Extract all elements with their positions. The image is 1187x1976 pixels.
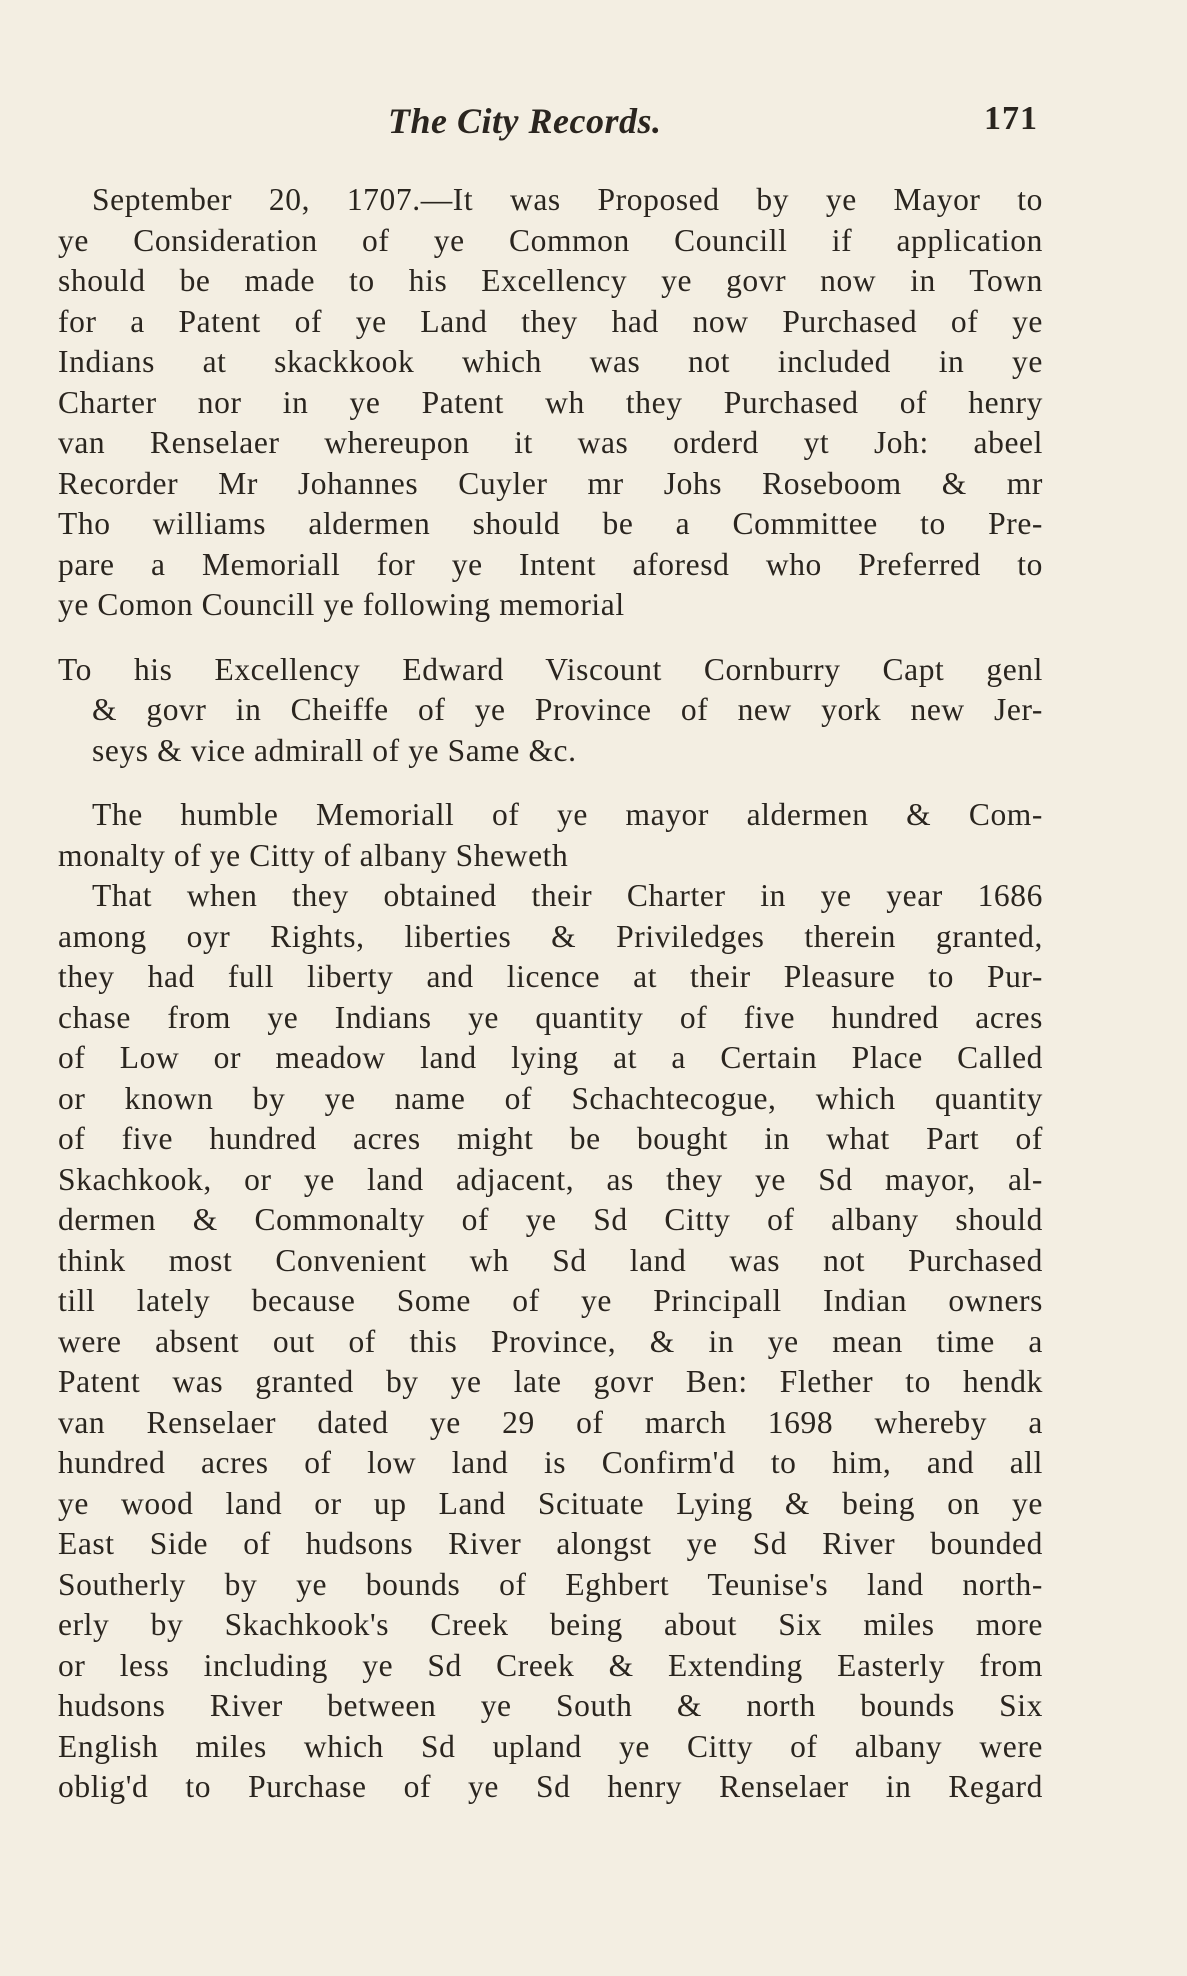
text-line: pare a Memoriall for ye Intent aforesd who Preferred to xyxy=(58,546,1043,582)
text-line: Charter nor in ye Patent wh they Purchased of henry xyxy=(58,384,1043,420)
text-line: van Renselaer dated ye 29 of march 1698 whereby a xyxy=(58,1404,1043,1440)
page-number: 171 xyxy=(984,100,1038,137)
text-line: To his Excellency Edward Viscount Cornburry Capt genl xyxy=(58,651,1043,687)
running-title: The City Records. xyxy=(388,101,662,141)
text-line: Patent was granted by ye late govr Ben: Flether to hendk xyxy=(58,1364,1043,1399)
text-line: seys & vice admirall of ye Same &c. xyxy=(92,732,577,768)
text-line: should be made to his Excellency ye govr now in Town xyxy=(58,263,1043,298)
text-line: oblig'd to Purchase of ye Sd henry Renselaer in Regard xyxy=(58,1769,1043,1804)
text-line: or less including ye Sd Creek & Extending Easterly from xyxy=(58,1647,1043,1683)
text-line: hundred acres of low land is Confirm'd to him, and all xyxy=(58,1445,1043,1480)
text-line: of five hundred acres might be bought in what Part of xyxy=(58,1121,1043,1156)
paragraph-proposal xyxy=(58,180,1043,626)
running-head xyxy=(58,100,1038,150)
text-line: Recorder Mr Johannes Cuyler mr Johs Roseboom & mr xyxy=(58,465,1043,501)
text-line: or known by ye name of Schachtecogue, which quantity xyxy=(58,1080,1043,1116)
text-line: of Low or meadow land lying at a Certain Place Called xyxy=(58,1040,1043,1075)
paragraph-gap xyxy=(58,626,1043,650)
text-line: & govr in Cheiffe of ye Province of new york new Jer- xyxy=(92,692,1043,727)
text-line: September 20, 1707.—It was Proposed by ye Mayor to xyxy=(92,182,1043,217)
text-line: Indians at skackkook which was not included in ye xyxy=(58,344,1043,379)
text-line: for a Patent of ye Land they had now Purchased of ye xyxy=(58,303,1043,339)
text-line: till lately because Some of ye Principall Indian owners xyxy=(58,1283,1043,1318)
text-line: ye Consideration of ye Common Councill if application xyxy=(58,222,1043,258)
text-line: Southerly by ye bounds of Eghbert Teunise's land north- xyxy=(58,1566,1043,1602)
text-line: ye wood land or up Land Scituate Lying & being on ye xyxy=(58,1485,1043,1521)
text-line: Skachkook, or ye land adjacent, as they ye Sd mayor, al- xyxy=(58,1161,1043,1197)
text-line: hudsons River between ye South & north bounds Six xyxy=(58,1688,1043,1723)
paragraph-memorial-intro xyxy=(58,795,1043,876)
text-line: The humble Memoriall of ye mayor aldermen & Com- xyxy=(92,797,1043,832)
text-line: among oyr Rights, liberties & Priviledges therein granted, xyxy=(58,918,1043,954)
text-line: chase from ye Indians ye quantity of five hundred acres xyxy=(58,999,1043,1035)
text-line: Tho williams aldermen should be a Committee to Pre- xyxy=(58,506,1043,541)
text-line: monalty of ye Citty of albany Sheweth xyxy=(58,837,569,873)
text-line: dermen & Commonalty of ye Sd Citty of albany should xyxy=(58,1202,1043,1237)
text-line: English miles which Sd upland ye Citty of albany were xyxy=(58,1728,1043,1764)
text-line: were absent out of this Province, & in ye mean time a xyxy=(58,1323,1043,1359)
text-line: they had full liberty and licence at their Pleasure to Pur- xyxy=(58,959,1043,994)
paragraph-gap xyxy=(58,771,1043,795)
paragraph-address xyxy=(58,650,1043,772)
body-text xyxy=(58,180,1043,1808)
paragraph-memorial-body xyxy=(58,876,1043,1808)
text-line: van Renselaer whereupon it was orderd yt Joh: abeel xyxy=(58,425,1043,460)
text-line: think most Convenient wh Sd land was not Purchased xyxy=(58,1242,1043,1278)
text-line: That when they obtained their Charter in ye year 1686 xyxy=(92,878,1043,913)
text-line: East Side of hudsons River alongst ye Sd River bounded xyxy=(58,1526,1043,1561)
text-line: erly by Skachkook's Creek being about Six miles more xyxy=(58,1607,1043,1642)
text-line: ye Comon Councill ye following memorial xyxy=(58,587,625,622)
